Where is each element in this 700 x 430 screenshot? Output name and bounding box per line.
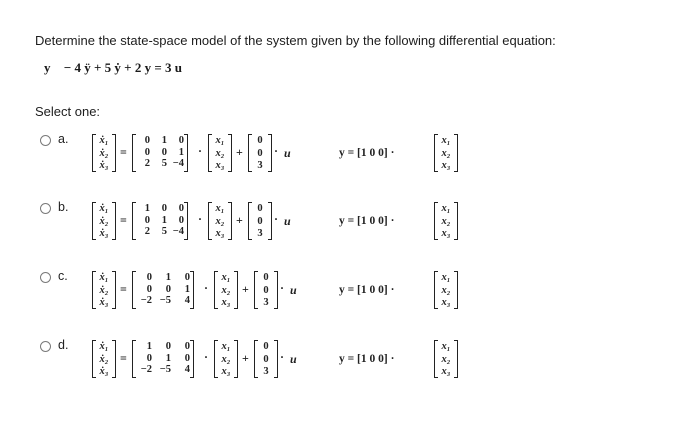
matrix-entry: 0 [184,341,190,352]
vector-entry: ẋ₁ [99,341,109,352]
vector-entry: x₁ [215,135,225,146]
dot-operator: · [274,212,279,226]
matrix-entry: 2 [144,226,150,237]
vector-entry: ẋ₃ [99,297,109,308]
matrix-entry: −4 [172,158,184,169]
x-vector [214,340,238,378]
vector-entry: 3 [257,228,263,239]
matrix-entry: 1 [161,214,167,226]
dot-operator: · [274,144,279,158]
equals-sign: = [120,351,127,365]
matrix-row [132,147,188,159]
vector-entry: ẋ₁ [99,135,109,146]
equals-sign: = [120,282,127,296]
matrix-entry: −2 [140,295,152,306]
output-equation: y = [1 0 0] · [339,147,395,159]
vector-entry: x₂ [441,353,451,365]
vector-entry: x₁ [441,135,451,146]
matrix-entry: 0 [161,146,167,158]
matrix-entry: 1 [178,146,184,158]
matrix-entry: 0 [178,214,184,226]
matrix-entry: 1 [161,135,167,146]
matrix-entry: 0 [178,135,184,146]
matrix-entry: 0 [165,341,171,352]
radio-button[interactable] [40,203,51,214]
x-vector [214,271,238,309]
vector-entry: x₂ [441,215,451,227]
xdot-vector [92,340,116,378]
plus-sign: + [236,145,243,159]
vector-entry: 0 [263,353,269,365]
radio-button[interactable] [40,272,51,283]
vector-entry: x₁ [221,272,231,283]
matrix-row [132,284,194,296]
matrix-row [132,272,194,284]
plus-sign: + [242,282,249,296]
matrix-entry: −5 [159,295,171,306]
dot-operator: · [280,350,285,364]
vector-entry: 0 [257,147,263,159]
a-matrix [132,340,194,378]
matrix-entry: 4 [184,295,190,306]
vector-entry: x₃ [221,297,231,308]
option-a[interactable] [40,128,680,192]
option-b[interactable] [40,196,680,260]
a-matrix [132,134,188,172]
matrix-entry: 0 [144,146,150,158]
matrix-entry: 0 [161,203,167,214]
vector-entry: x₁ [215,203,225,214]
vector-entry: x₃ [441,366,451,377]
matrix-entry: 2 [144,158,150,169]
option-c[interactable] [40,265,680,329]
matrix-entry: 0 [144,135,150,146]
b-vector [254,271,278,309]
output-equation: y = [1 0 0] · [339,353,395,365]
vector-entry: x₂ [441,284,451,296]
option-letter: d. [58,338,69,352]
vector-entry: x₃ [441,160,451,171]
input-u: u [290,283,297,297]
matrix-entry: 4 [184,364,190,375]
matrix-entry: 1 [165,272,171,283]
xdot-vector [92,271,116,309]
equals-sign: = [120,145,127,159]
vector-entry: ẋ₁ [99,203,109,214]
vector-entry: 3 [263,366,269,377]
vector-entry: x₂ [215,147,225,159]
vector-entry: x₂ [221,353,231,365]
differential-equation: y⃛ − 4 ÿ + 5 ẏ + 2 y = 3 u [44,60,182,75]
matrix-entry: 0 [146,272,152,283]
dot-operator: · [198,212,203,226]
vector-entry: x₃ [215,160,225,171]
vector-entry: 3 [263,297,269,308]
b-vector [248,134,272,172]
option-letter: c. [58,269,68,283]
matrix-entry: 1 [146,341,152,352]
radio-button[interactable] [40,135,51,146]
dot-operator: · [204,350,209,364]
plus-sign: + [236,213,243,227]
vector-entry: x₁ [221,341,231,352]
vector-entry: x₃ [215,228,225,239]
x-output-vector [434,134,458,172]
matrix-row [132,341,194,353]
vector-entry: x₁ [441,341,451,352]
input-u: u [290,352,297,366]
x-output-vector [434,202,458,240]
vector-entry: x₃ [221,366,231,377]
b-vector [254,340,278,378]
matrix-row [132,226,188,238]
x-output-vector [434,340,458,378]
matrix-entry: 0 [178,203,184,214]
vector-entry: 0 [257,135,263,146]
matrix-entry: 1 [144,203,150,214]
matrix-entry: −5 [159,364,171,375]
vector-entry: ẋ₂ [99,215,109,227]
matrix-entry: 5 [161,226,167,237]
matrix-entry: 0 [144,214,150,226]
vector-entry: ẋ₃ [99,228,109,239]
vector-entry: ẋ₂ [99,353,109,365]
vector-entry: ẋ₃ [99,160,109,171]
vector-entry: x₃ [441,228,451,239]
vector-entry: 0 [263,272,269,283]
dot-operator: · [280,281,285,295]
vector-entry: 0 [263,284,269,296]
plus-sign: + [242,351,249,365]
matrix-entry: 0 [184,352,190,364]
matrix-entry: 0 [146,283,152,295]
matrix-row [132,353,194,365]
vector-entry: ẋ₂ [99,284,109,296]
vector-entry: x₂ [441,147,451,159]
vector-entry: ẋ₁ [99,272,109,283]
matrix-row [132,215,188,227]
radio-button[interactable] [40,341,51,352]
vector-entry: x₂ [221,284,231,296]
vector-entry: x₃ [441,297,451,308]
input-u: u [284,214,291,228]
x-vector [208,134,232,172]
dot-operator: · [198,144,203,158]
option-letter: a. [58,132,69,146]
vector-entry: x₁ [441,272,451,283]
question-text: Determine the state-space model of the system given by the following differential equation: [35,33,556,48]
a-matrix [132,202,188,240]
b-vector [248,202,272,240]
dot-operator: · [204,281,209,295]
vector-entry: x₂ [215,215,225,227]
matrix-entry: 0 [184,272,190,283]
output-equation: y = [1 0 0] · [339,284,395,296]
vector-entry: ẋ₃ [99,366,109,377]
output-equation: y = [1 0 0] · [339,215,395,227]
matrix-row [132,364,194,376]
matrix-entry: −4 [172,226,184,237]
matrix-row [132,135,188,147]
matrix-row [132,158,188,170]
vector-entry: 0 [257,203,263,214]
vector-entry: 0 [263,341,269,352]
matrix-entry: 0 [165,283,171,295]
matrix-entry: 0 [146,352,152,364]
xdot-vector [92,202,116,240]
matrix-entry: 1 [184,283,190,295]
xdot-vector [92,134,116,172]
matrix-row [132,295,194,307]
matrix-entry: 5 [161,158,167,169]
select-one-label: Select one: [35,104,101,119]
input-u: u [284,146,291,160]
option-letter: b. [58,200,69,214]
matrix-entry: 1 [165,352,171,364]
vector-entry: 0 [257,215,263,227]
matrix-entry: −2 [140,364,152,375]
vector-entry: ẋ₂ [99,147,109,159]
x-vector [208,202,232,240]
x-output-vector [434,271,458,309]
vector-entry: x₁ [441,203,451,214]
vector-entry: 3 [257,160,263,171]
equals-sign: = [120,213,127,227]
option-d[interactable] [40,334,680,398]
matrix-row [132,203,188,215]
a-matrix [132,271,194,309]
